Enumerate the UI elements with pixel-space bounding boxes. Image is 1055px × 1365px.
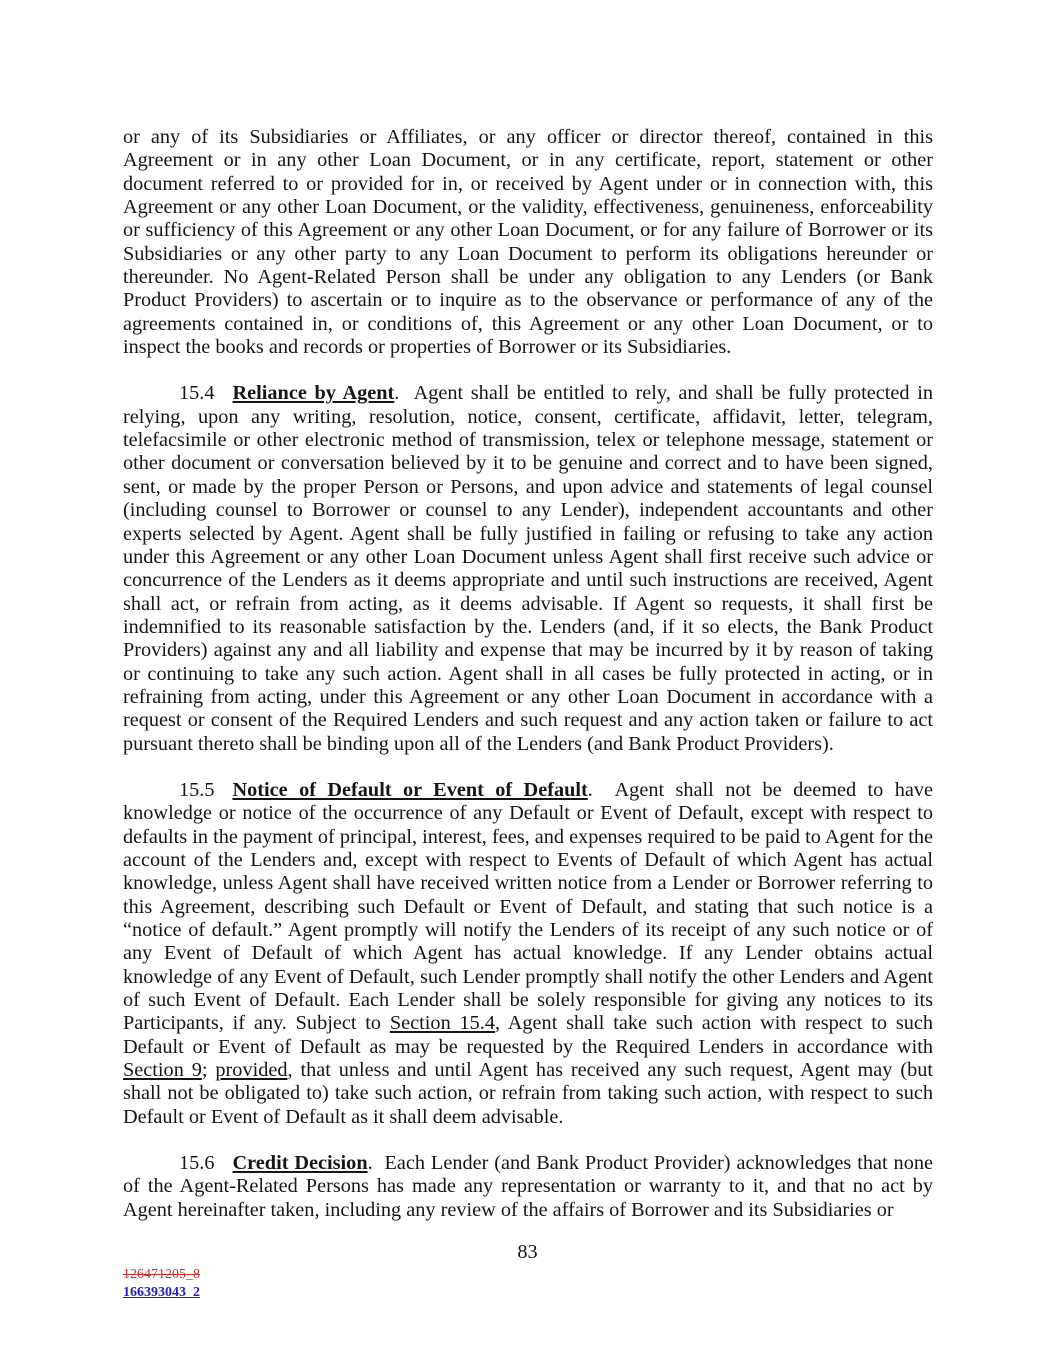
section-heading: Notice of Default or Event of Default (232, 778, 588, 801)
paragraph-section-15-4 (123, 382, 933, 756)
text-run: . Agent shall be entitled to rely, and shall be fully protected in relying, upon any writing, resolution, notice, consent, certificate, affidavit, letter, telegram, telefacsimile or other electronic method of transmission, telex or telephone message, statement or other document or conversation believed by it to be genuine and correct and to have been signed, sent, or made by the proper Person or Persons, and upon advice and statements of legal counsel (including counsel to Borrower or counsel to any Lender), independent accountants and other experts selected by Agent. Agent shall be fully justified in failing or refusing to take any action under this Agreement or any other Loan Document unless Agent shall first receive such advice or concurrence of the Lenders as it deems appropriate and until such instructions are received, Agent shall act, or refrain from acting, as it deems advisable. If Agent so requests, it shall first be indemnified to its reasonable satisfaction by the. Lenders (and, if it so elects, the Bank Product Providers) against any and all liability and expense that may be incurred by it by reason of taking or continuing to take any such action. Agent shall in all cases be fully protected in acting, or in refraining from acting, under this Agreement or any other Loan Document in accordance with a request or consent of the Required Lenders and such request and any action taken or failure to act pursuant thereto shall be binding upon all of the Lenders (and Bank Product Providers). (123, 382, 933, 755)
section-heading: Credit Decision (232, 1152, 368, 1175)
page-number: 83 (517, 1241, 538, 1263)
text-run: ; (201, 1059, 216, 1082)
text-run: 15.6 (179, 1152, 215, 1175)
cross-reference: Section 15.4 (389, 1012, 496, 1035)
cross-reference: provided (215, 1059, 288, 1082)
section-heading: Reliance by Agent (232, 382, 395, 405)
paragraph-section-15-5 (123, 779, 933, 1129)
cross-reference: Section 9 (123, 1059, 202, 1082)
text-run: 15.4 (179, 382, 215, 405)
document-id-block (123, 1266, 200, 1302)
paragraph-section-15-6 (123, 1152, 933, 1222)
deleted-document-id: 126471205_8 (123, 1267, 200, 1282)
text-run: , that unless and until Agent has received any such request, Agent may (but shall not be obligated to) take such action, or refrain from taking such action, with respect to such Default or Event of Default as it shall deem advisable. (123, 1059, 933, 1128)
inserted-document-id: 166393043_2 (123, 1285, 200, 1300)
text-run: , Agent shall take such action with respect to such Default or Event of Default as may be requested by the Required Lenders in accordance with (123, 1012, 933, 1058)
text-run: . Agent shall not be deemed to have knowledge or notice of the occurrence of any Default or Event of Default, except with respect to defaults in the payment of principal, interest, fees, and expenses required to be paid to Agent for the account of the Lenders and, except with respect to Events of Default of which Agent has actual knowledge, unless Agent shall have received written notice from a Lender or Borrower referring to this Agreement, describing such Default or Event of Default, and stating that such notice is a “notice of default.” Agent promptly will notify the Lenders of its receipt of any such notice or of any Event of Default of which Agent has actual knowledge. If any Lender obtains actual knowledge of any Event of Default, such Lender promptly shall notify the other Lenders and Agent of such Event of Default. Each Lender shall be solely responsible for giving any notices to its Participants, if any. Subject to (123, 778, 933, 1035)
text-run: or any of its Subsidiaries or Affiliates, or any officer or director thereof, contained in this Agreement or in any other Loan Document, or in any certificate, report, statement or other document referred to or provided for in, or received by Agent under or in connection with, this Agreement or any other Loan Document, or the validity, effectiveness, genuineness, enforceability or sufficiency of this Agreement or any other Loan Document, or for any failure of Borrower or its Subsidiaries or any other party to any Loan Document to perform its obligations hereunder or thereunder. No Agent-Related Person shall be under any obligation to any Lenders (or Bank Product Providers) to ascertain or to inquire as to the observance or performance of any of the agreements contained in, or conditions of, this Agreement or any other Loan Document, or to inspect the books and records or properties of Borrower or its Subsidiaries. (123, 126, 933, 359)
paragraph-continuation (123, 126, 933, 359)
document-body (123, 126, 933, 1245)
text-run: 15.5 (179, 778, 215, 801)
text-run: . Each Lender (and Bank Product Provider) acknowledges that none of the Agent-Related Persons has made any representation or warranty to it, and that no act by Agent hereinafter taken, including any review of the affairs of Borrower and its Subsidiaries or (123, 1152, 933, 1221)
